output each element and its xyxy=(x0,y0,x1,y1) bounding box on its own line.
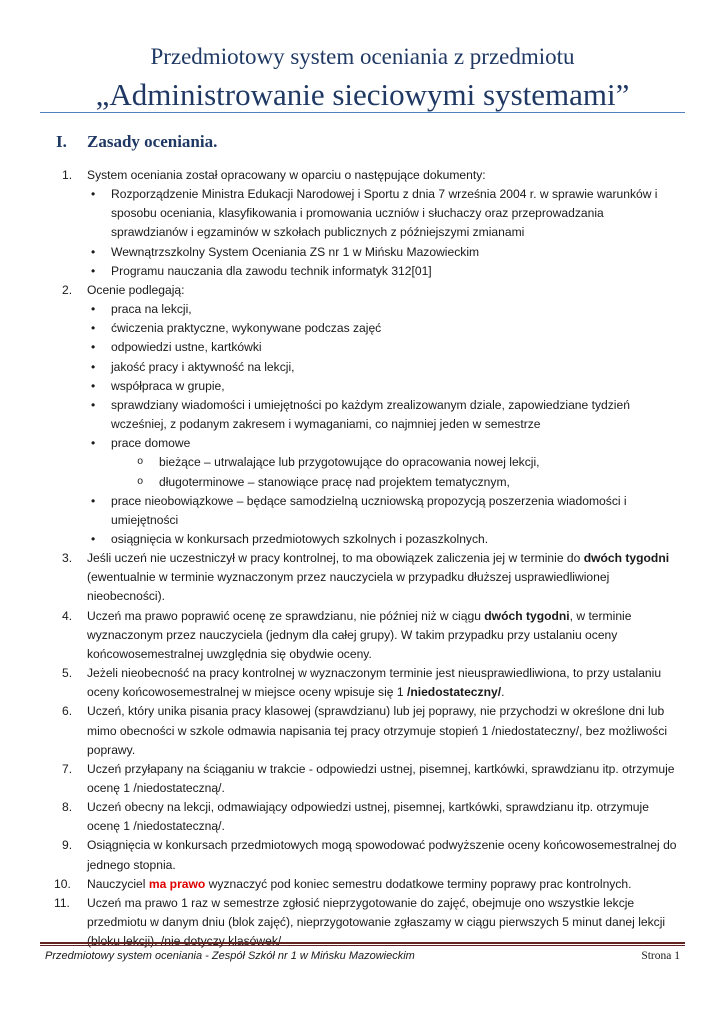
item-number: 1. xyxy=(62,168,73,182)
item-number: 8. xyxy=(62,800,73,815)
sub-list-item: o bieżące – utrwalające lub przygotowujące do opracowania nowej lekcji, xyxy=(111,453,679,472)
rule-item-5 xyxy=(40,664,679,702)
item-text: Uczeń ma prawo 1 raz w semestrze zgłosić nieprzygotowanie do zajęć, obejmuje ono wszystkie lekcje przedmiotu w danym dniu (blok zajęć), nieprzygotowanie zgłaszamy w ciągu pierwszych 5 minut danej lekcji (bloku lekcji). /nie dotyczy klasówek/ xyxy=(87,895,666,949)
list-item-text: • prace domowe xyxy=(111,436,191,451)
rule-item-8 xyxy=(40,798,679,836)
section-number: I. xyxy=(56,132,67,151)
list-item: • Wewnątrzszkolny System Oceniania ZS nr 1 w Mińsku Mazowieckim xyxy=(87,243,679,262)
footer-divider xyxy=(40,942,685,944)
list-item: • osiągnięcia w konkursach przedmiotowych szkolnych i pozaszkolnych. xyxy=(87,530,679,549)
page-number: Strona 1 xyxy=(641,950,680,962)
item-text: Osiągnięcia w konkursach przedmiotowych mogą spowodować podwyższenie oceny końcowosemestralnej do jednego stopnia. xyxy=(87,838,677,872)
item-number: 10. xyxy=(54,876,71,891)
item-number: 7. xyxy=(62,761,73,776)
item-text: Uczeń, który unika pisania pracy klasowej (sprawdzianu) lub jej poprawy, nie przychodzi w określone dni lub mimo obecności w szkole odmawia napisania tej pracy otrzymuje stopień 1 /niedostateczny/, bez możliwości poprawy. xyxy=(87,704,668,757)
list-item: • Programu nauczania dla zawodu technik informatyk 312[01] xyxy=(87,262,679,281)
item-text: Jeżeli nieobecność na pracy kontrolnej w wyznaczonym terminie jest nieusprawiedliwiona, to przy ustalaniu oceny końcowosemestralnej w miejsce oceny wpisuje się 1 xyxy=(87,666,662,700)
item-text: . xyxy=(501,685,505,700)
item-text: Uczeń ma prawo poprawić ocenę ze sprawdzianu, nie później niż w ciągu xyxy=(87,608,485,623)
item-text: , w terminie wyznaczonym przez nauczyciela (jednym dla całej grupy). W takim przypadku przy ustalaniu oceny końcowosemestralnej uwzględnia się obydwie oceny. xyxy=(87,608,632,661)
sub-list-item: o długoterminowe – stanowiące pracę nad projektem tematycznym, xyxy=(111,473,679,492)
rule-item-6 xyxy=(40,702,679,759)
list-item: • sprawdziany wiadomości i umiejętności po każdym zrealizowanym dziale, zapowiedziane tydzień wcześniej, z podanym zakresem i wymaganiami, co najmniej jeden w semestrze xyxy=(87,396,679,434)
item-number: 4. xyxy=(62,608,73,623)
item-text: (ewentualnie w terminie wyznaczonym przez nauczyciela w przypadku dłuższej usprawiedliwionej nieobecności). xyxy=(87,570,610,604)
item-number: 11. xyxy=(54,895,70,910)
rule-item-7 xyxy=(40,760,679,798)
item-text: Uczeń przyłapany na ściąganiu w trakcie - odpowiedzi ustnej, pisemnej, kartkówki, sprawdzianu itp. otrzymuje ocenę 1 /niedostateczną/. xyxy=(87,761,675,795)
section-heading xyxy=(56,132,217,152)
list-item xyxy=(87,434,679,491)
title-divider xyxy=(40,112,685,113)
item-number: 2. xyxy=(62,282,73,297)
list-item: • praca na lekcji, xyxy=(87,300,679,319)
item-number: 5. xyxy=(62,666,73,681)
item-text: Uczeń obecny na lekcji, odmawiający odpowiedzi ustnej, pisemnej, kartkówki, sprawdzianu itp. otrzymuje ocenę 1 /niedostateczną/. xyxy=(87,800,649,834)
item-emphasis: dwóch tygodni xyxy=(484,608,570,623)
rule-item-4 xyxy=(40,607,679,664)
list-item: • współpraca w grupie, xyxy=(87,377,679,396)
list-item: • odpowiedzi ustne, kartkówki xyxy=(87,338,679,357)
section-title: Zasady oceniania. xyxy=(87,132,218,151)
list-item: • jakość pracy i aktywność na lekcji, xyxy=(87,358,679,377)
rules-list xyxy=(40,166,679,951)
list-item: • ćwiczenia praktyczne, wykonywane podczas zajęć xyxy=(87,319,679,338)
assessed-list xyxy=(87,300,679,549)
rule-item-9 xyxy=(40,836,679,874)
item-text: Nauczyciel xyxy=(87,876,149,891)
footer-divider-thin xyxy=(40,945,685,946)
item-text: Ocenie podlegają: xyxy=(87,282,185,297)
item-text: wyznaczyć pod koniec semestru dodatkowe terminy poprawy prac kontrolnych. xyxy=(205,876,632,891)
footer-school-name: Przedmiotowy system oceniania - Zespół Szkół nr 1 w Mińsku Mazowieckim xyxy=(45,950,415,962)
title-line-2: „Administrowanie sieciowymi systemami” xyxy=(95,77,630,112)
item-emphasis-red: ma prawo xyxy=(148,876,206,891)
title-line-1: Przedmiotowy system oceniania z przedmiotu xyxy=(150,44,575,69)
homework-sublist xyxy=(111,453,679,491)
rule-item-3 xyxy=(40,549,679,606)
rule-item-10 xyxy=(40,875,679,894)
list-item: • prace nieobowiązkowe – będące samodzielną uczniowską propozycją poszerzenia wiadomości i umiejętności xyxy=(87,492,679,530)
rule-item-2 xyxy=(40,281,679,549)
item-number: 6. xyxy=(62,704,73,719)
item-emphasis: dwóch tygodni xyxy=(583,551,670,566)
item-emphasis: /niedostateczny/ xyxy=(406,685,502,700)
item-text: System oceniania został opracowany w oparciu o następujące dokumenty: xyxy=(87,168,486,182)
rule-item-1 xyxy=(40,166,679,281)
document-title xyxy=(40,42,685,114)
item-text: Jeśli uczeń nie uczestniczył w pracy kontrolnej, to ma obowiązek zaliczenia jej w terminie do xyxy=(87,551,584,566)
item-number: 9. xyxy=(62,838,73,853)
list-item: • Rozporządzenie Ministra Edukacji Narodowej i Sportu z dnia 7 września 2004 r. w sprawie warunków i sposobu oceniania, klasyfikowania i promowania uczniów i słuchaczy oraz przeprowadzania sprawdzianów i egzaminów w szkołach publicznych z późniejszymi zmianami xyxy=(87,185,679,242)
documents-list xyxy=(87,185,679,281)
item-number: 3. xyxy=(62,551,73,566)
